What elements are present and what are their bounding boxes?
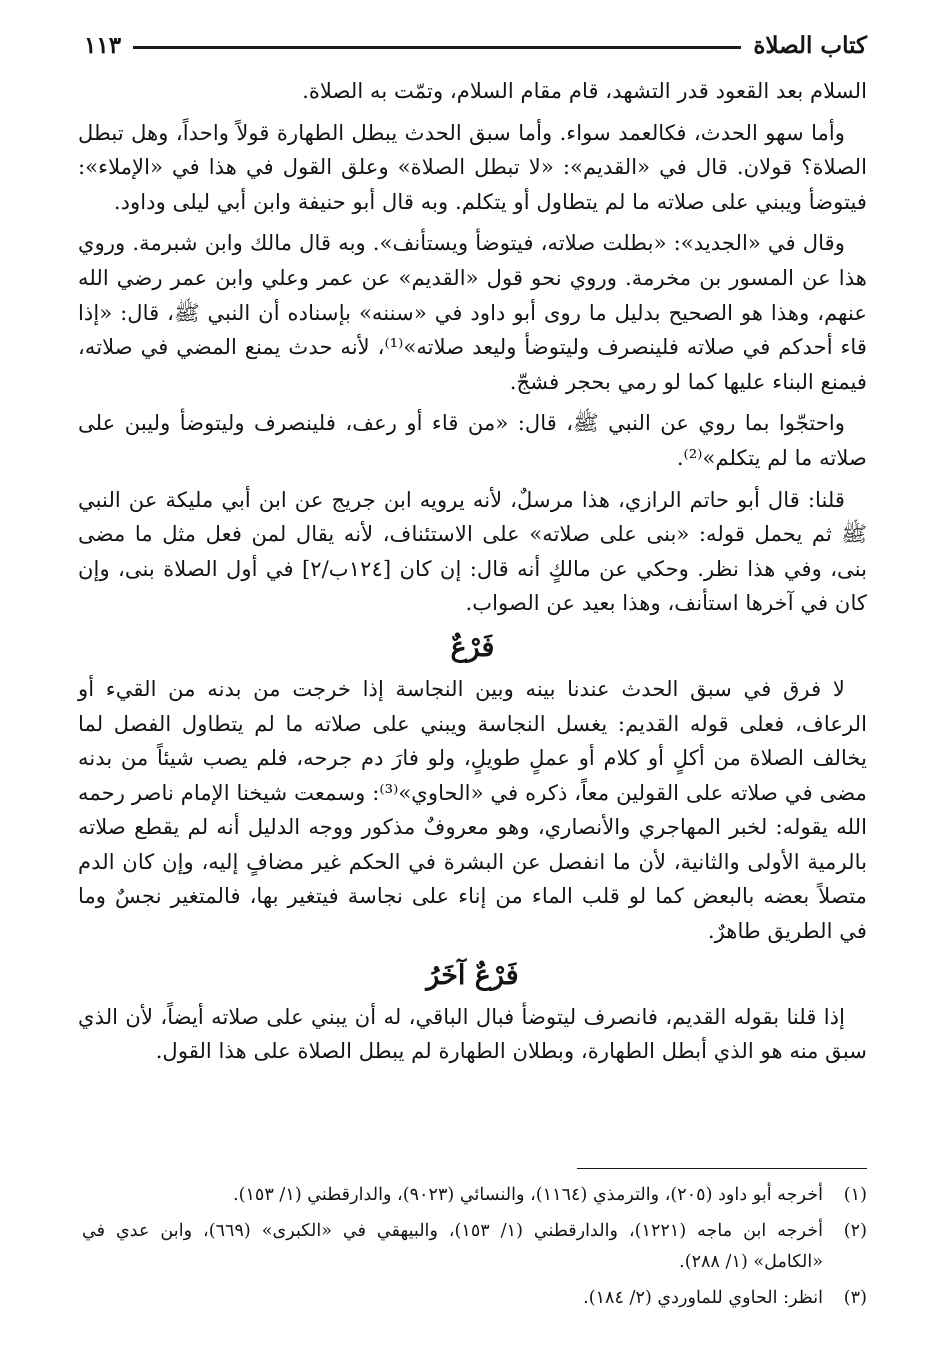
paragraph-far-1: لا فرق في سبق الحدث عندنا بينه وبين النجاسة إذا خرجت من بدنه من القيء أو الرعاف، فعلى قوله القديم: يغسل النجاسة ويبني على صلاته ما لم يتطاول الفصل لما يخالف الصلاة من أكلٍ أو كلام أو عملٍ طويلٍ، ولو فارَ دم جرحه، فلم يصب شيئاً من بدنه مضى في صلاته على القولين معاً، ذكره في «الحاوي»⁽³⁾: وسمعت شيخنا الإمام ناصر رحمه الله يقوله: لخبر المهاجري والأنصاري، وهو معروفٌ مذكور ووجه الدليل أنه لم يقطع صلاته بالرمية الأولى والثانية، لأن ما انفصل عن البشرة في الحكم غير مضافٍ إليه، وإن كان الدم متصلاً بعضه بالبعض كما لو قلب الماء من إناء على نجاسة فيتغير بها، فالمتغير نجسٌ وما في الطريق طاهرٌ. bbox=[78, 675, 868, 944]
section-heading-far: فَرْعٌ bbox=[450, 631, 495, 663]
footnote-separator bbox=[577, 1168, 867, 1169]
section-heading-far-akhar: فَرْعٌ آخَرُ bbox=[426, 959, 519, 991]
running-header bbox=[84, 26, 867, 64]
paragraph-2: وأما سهو الحدث، فكالعمد سواء. وأما سبق الحدث يبطل الطهارة قولاً واحداً، وهل تبطل الصلاة؟ قولان. قال في «القديم»: «لا تبطل الصلاة» وعلق القول في هذا في «الإملاء»: فيتوضأ ويبني على صلاته ما لم يتطاول أو يتكلم. وبه قال أبو حنيفة وابن أبي ليلى وداود. bbox=[78, 119, 867, 214]
page-number: ١١٣ bbox=[84, 31, 122, 59]
paragraph-1: السلام بعد القعود قدر التشهد، قام مقام السلام، وتمّت به الصلاة. bbox=[302, 78, 867, 103]
footnote-1 bbox=[82, 1180, 867, 1211]
main-text bbox=[78, 74, 867, 1076]
footnote-number: (٢) bbox=[843, 1221, 867, 1241]
paragraph-4: واحتجّوا بما روي عن النبي ﷺ، قال: «من قاء أو رعف، فلينصرف وليتوضأ وليبن على صلاته ما لم يتكلم»⁽²⁾. bbox=[78, 410, 867, 470]
footnote-text: انظر: الحاوي للماوردي (٢/ ١٨٤). bbox=[583, 1288, 823, 1308]
footnotes bbox=[82, 1180, 867, 1319]
paragraph-5: قلنا: قال أبو حاتم الرازي، هذا مرسلٌ، لأنه يرويه ابن جريج عن ابن أبي مليكة عن النبي ﷺ ثم يحمل قوله: «بنى على صلاته» على الاستئناف، لأنه يقال لمن فعل مثل ما مضى بنى، وفي هذا نظر. وحكي عن مالكٍ أنه قال: إن كان [١٢٤ب/٢] في أول الصلاة بنى، وإن كان في آخرها استأنف، وهذا بعيد عن الصواب. bbox=[78, 486, 867, 616]
footnote-number: (١) bbox=[843, 1185, 867, 1205]
book-title: كتاب الصلاة bbox=[753, 31, 867, 59]
header-rule bbox=[133, 46, 741, 49]
footnote-3 bbox=[82, 1283, 867, 1314]
paragraph-3: وقال في «الجديد»: «بطلت صلاته، فيتوضأ ويستأنف». وبه قال مالك وابن شبرمة. وروي هذا عن المسور بن مخرمة. وروي نحو قول «القديم» عن عمر وعلي وابن عمر رضي الله عنهم، وهذا هو الصحيح بدليل ما روى أبو داود في «سننه» بإسناده أن النبي ﷺ، قال: «إذا قاء أحدكم في صلاته فلينصرف وليتوضأ وليعد صلاته»⁽¹⁾، لأنه حدث يمنع المضي في صلاته، فيمنع البناء عليها كما لو رمي بحجر فشجّ. bbox=[78, 230, 867, 394]
footnote-text: أخرجه أبو داود (٢٠٥)، والترمذي (١١٦٤)، والنسائي (٩٠٢٣)، والدارقطني (١/ ١٥٣). bbox=[233, 1185, 823, 1205]
footnote-2 bbox=[82, 1216, 867, 1278]
footnote-number: (٣) bbox=[843, 1288, 867, 1308]
paragraph-far-2: إذا قلنا بقوله القديم، فانصرف ليتوضأ فبال الباقي، له أن يبني على صلاته أيضاً، لأن الذي سبق منه هو الذي أبطل الطهارة، وبطلان الطهارة لم يبطل الصلاة على هذا القول. bbox=[78, 1003, 867, 1064]
footnote-text: أخرجه ابن ماجه (١٢٢١)، والدارقطني (١/ ١٥٣)، والبيهقي في «الكبرى» (٦٦٩)، وابن عدي في «الكامل» (١/ ٢٨٨). bbox=[82, 1221, 824, 1272]
